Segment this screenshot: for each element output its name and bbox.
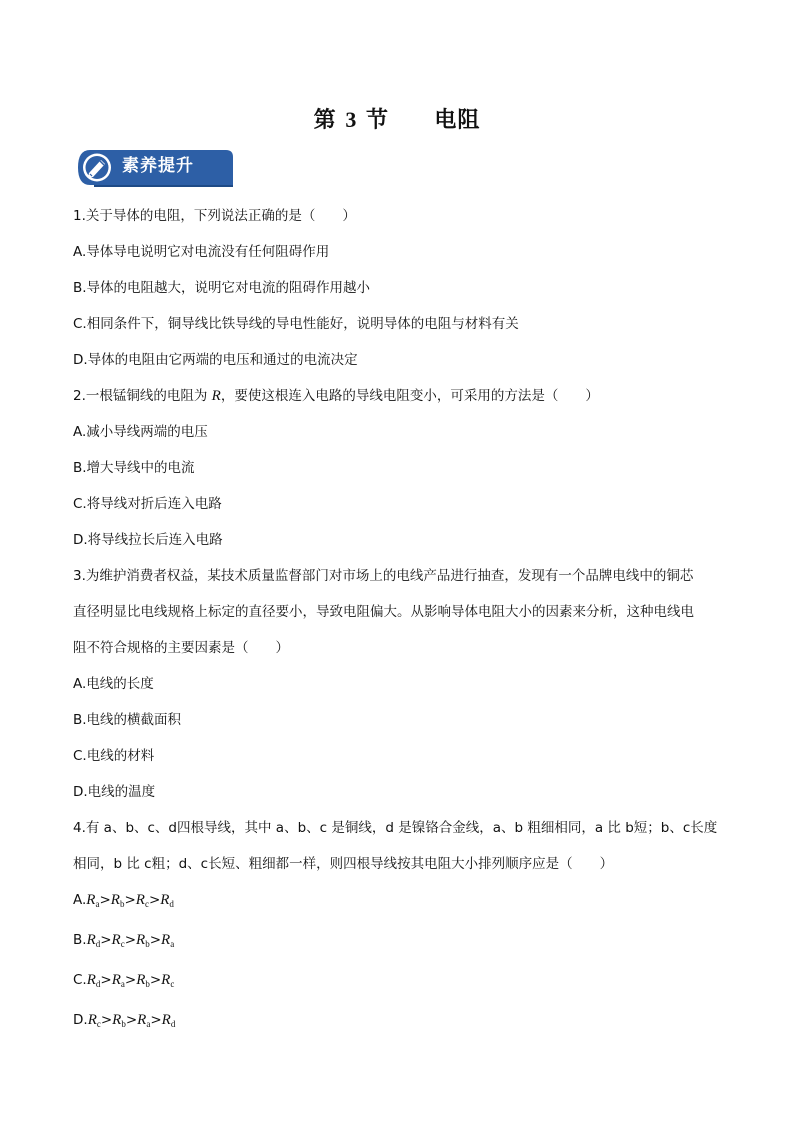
resistance-subscript: c	[170, 979, 175, 989]
question-1-option-d: D.导体的电阻由它两端的电压和通过的电流决定	[73, 352, 358, 368]
relation-symbol: >	[100, 932, 112, 948]
option-letter: C.	[73, 972, 87, 988]
question-2-stem-var: R	[211, 388, 221, 404]
question-4-stem-line-1: 4.有 a、b、c、d四根导线，其中 a、b、c 是铜线，d 是镍铬合金线，a、b 粗细相同，a 比 b短；b、c长度	[73, 820, 718, 836]
option-letter: D.	[73, 1012, 88, 1028]
question-list	[73, 198, 723, 1042]
question-2-stem	[73, 378, 723, 414]
question-3-stem-line-2: 直径明显比电线规格上标定的直径要小，导致电阻偏大。从影响导体电阻大小的因素来分析，这种电线电	[73, 604, 694, 620]
relation-symbol: >	[149, 972, 162, 988]
resistance-symbol: R	[137, 1012, 147, 1028]
badge-label: 素养提升	[122, 156, 194, 176]
option-letter: B.	[73, 932, 87, 948]
pencil-book-icon	[83, 154, 111, 182]
resistance-subscript: d	[95, 939, 101, 949]
resistance-symbol: R	[161, 932, 171, 948]
resistance-symbol: R	[135, 892, 145, 908]
resistance-symbol: R	[111, 932, 121, 948]
question-2-option-b: B.增大导线中的电流	[73, 460, 195, 476]
resistance-subscript: d	[170, 1019, 176, 1029]
question-2	[73, 378, 723, 558]
question-2-option-c: C.将导线对折后连入电路	[73, 496, 222, 512]
relation-symbol: >	[99, 892, 111, 908]
question-2-option-a: A.减小导线两端的电压	[73, 424, 208, 440]
resistance-symbol: R	[111, 972, 121, 988]
question-4-option-c	[73, 962, 723, 1002]
question-1-option-c: C.相同条件下，铜导线比铁导线的导电性能好，说明导体的电阻与材料有关	[73, 316, 519, 332]
question-3-stem-line-1: 3.为维护消费者权益，某技术质量监督部门对市场上的电线产品进行抽查，发现有一个品牌电线中的铜芯	[73, 568, 694, 584]
title-number: 3	[345, 107, 358, 132]
resistance-subscript: d	[95, 979, 101, 989]
question-3-option-b: B.电线的横截面积	[73, 712, 182, 728]
resistance-symbol: R	[86, 932, 96, 948]
option-letter: A.	[73, 892, 87, 908]
question-4-option-a	[73, 882, 723, 922]
question-2-stem-after: ，要使这根连入电路的导线电阻变小，可采用的方法是（ ）	[220, 388, 599, 404]
resistance-subscript: a	[95, 899, 100, 909]
relation-symbol: >	[100, 1012, 113, 1028]
section-badge	[76, 148, 234, 187]
question-3-option-a: A.电线的长度	[73, 676, 154, 692]
resistance-subscript: c	[96, 1019, 101, 1029]
title-suffix: 节	[365, 107, 389, 133]
resistance-symbol: R	[87, 1012, 97, 1028]
title-name: 电阻	[434, 107, 481, 133]
resistance-subscript: d	[169, 899, 174, 909]
question-2-stem-before: 2.一根锰铜线的电阻为	[73, 388, 212, 404]
resistance-symbol: R	[86, 892, 96, 908]
page-title	[0, 104, 794, 136]
resistance-subscript: b	[119, 899, 125, 909]
question-1-option-a: A.导体导电说明它对电流没有任何阻碍作用	[73, 244, 330, 260]
relation-symbol: >	[125, 1012, 138, 1028]
question-4-option-d	[73, 1002, 723, 1042]
question-3-option-d: D.电线的温度	[73, 784, 156, 800]
resistance-subscript: c	[144, 899, 149, 909]
question-3-option-c: C.电线的材料	[73, 748, 155, 764]
resistance-symbol: R	[110, 892, 120, 908]
title-prefix: 第	[313, 107, 337, 133]
relation-symbol: >	[124, 972, 137, 988]
resistance-symbol: R	[160, 892, 170, 908]
question-1-stem: 1.关于导体的电阻，下列说法正确的是（ ）	[73, 208, 356, 224]
resistance-subscript: b	[121, 1019, 126, 1029]
relation-symbol: >	[124, 932, 137, 948]
question-1-option-b: B.导体的电阻越大，说明它对电流的阻碍作用越小	[73, 280, 371, 296]
question-4-stem-line-2: 相同，b 比 c粗；d、c长短、粗细都一样，则四根导线按其电阻大小排列顺序应是（ ）	[73, 856, 614, 872]
resistance-symbol: R	[161, 1012, 171, 1028]
relation-symbol: >	[100, 972, 112, 988]
question-2-option-d: D.将导线拉长后连入电路	[73, 532, 223, 548]
resistance-subscript: a	[120, 979, 125, 989]
question-4-option-b	[73, 922, 723, 962]
resistance-symbol: R	[112, 1012, 122, 1028]
resistance-subscript: c	[120, 939, 125, 949]
question-1	[73, 198, 723, 378]
resistance-subscript: a	[146, 1019, 151, 1029]
relation-symbol: >	[148, 892, 161, 908]
relation-symbol: >	[124, 892, 136, 908]
question-3-stem-line-3: 阻不符合规格的主要因素是（ ）	[73, 640, 289, 656]
question-4	[73, 810, 723, 1042]
question-4-options	[73, 882, 723, 1042]
resistance-subscript: a	[170, 939, 175, 949]
resistance-symbol: R	[161, 972, 171, 988]
resistance-symbol: R	[136, 972, 146, 988]
resistance-symbol: R	[136, 932, 146, 948]
resistance-subscript: b	[145, 939, 150, 949]
relation-symbol: >	[149, 932, 162, 948]
question-3	[73, 558, 723, 810]
resistance-symbol: R	[86, 972, 96, 988]
relation-symbol: >	[150, 1012, 162, 1028]
resistance-subscript: b	[145, 979, 150, 989]
